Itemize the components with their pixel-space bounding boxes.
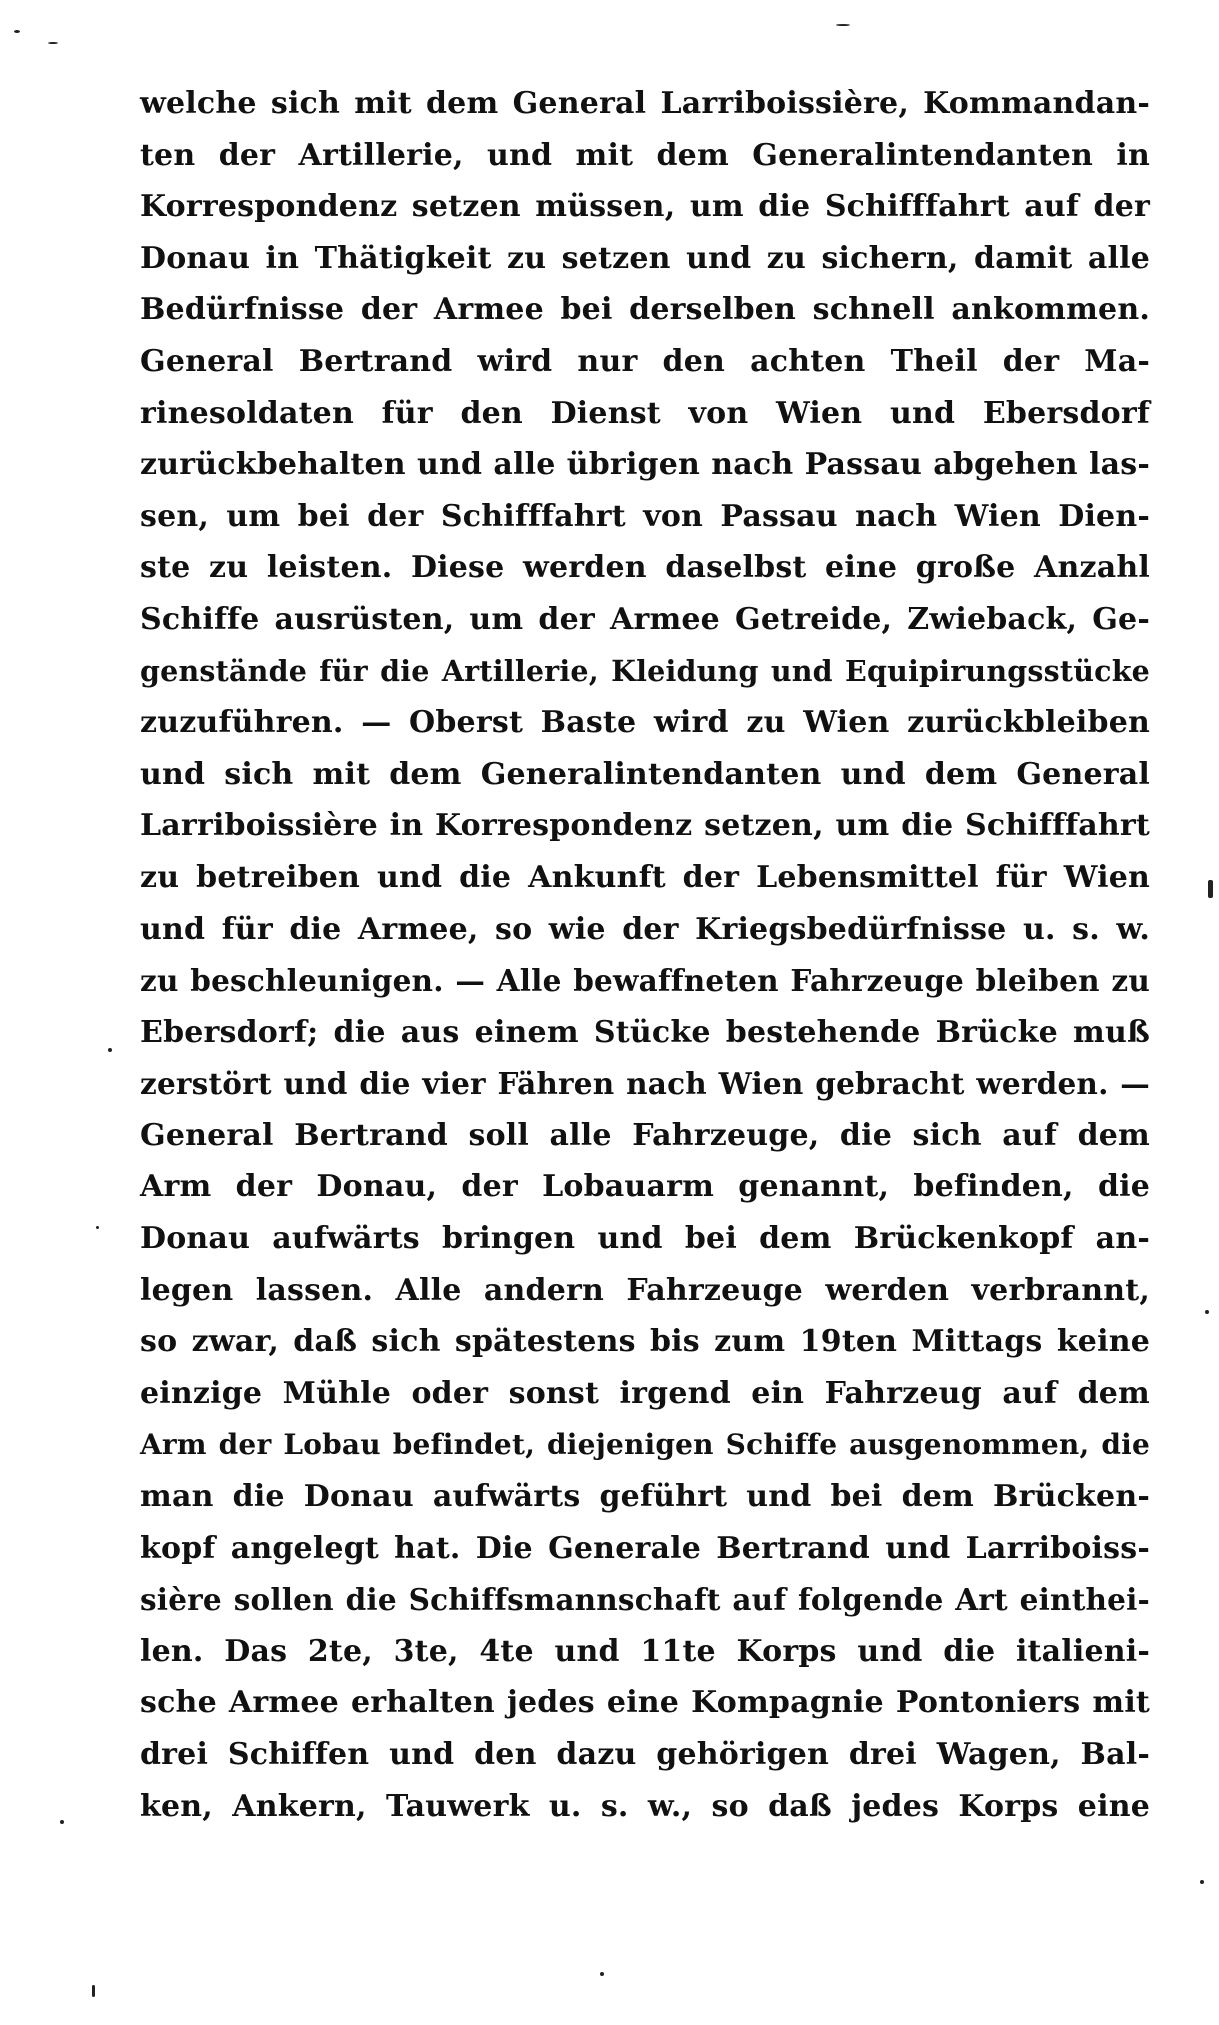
scan-speck (600, 1972, 604, 1976)
scan-speck (1208, 880, 1213, 898)
text-line: zerstört und die vier Fähren nach Wien gebracht werden. — (140, 1066, 1150, 1102)
text-line: und sich mit dem Generalintendanten und dem General (140, 756, 1150, 792)
text-line: Schiffe ausrüsten, um der Armee Getreide, Zwieback, Ge- (140, 601, 1150, 637)
text-line: genstände für die Artillerie, Kleidung und Equipirungsstücke (140, 653, 1150, 688)
text-line: Korrespondenz setzen müssen, um die Schifffahrt auf der (140, 189, 1150, 225)
scan-speck (48, 42, 58, 44)
text-line: kopf angelegt hat. Die Generale Bertrand und Larriboiss- (140, 1530, 1150, 1566)
text-line: ken, Ankern, Tauwerk u. s. w., so daß jedes Korps eine (140, 1788, 1150, 1824)
text-line: Donau in Thätigkeit zu setzen und zu sichern, damit alle (140, 240, 1150, 276)
text-line: und für die Armee, so wie der Kriegsbedürfnisse u. s. w. (140, 911, 1150, 947)
text-line: man die Donau aufwärts geführt und bei dem Brücken- (140, 1479, 1150, 1515)
text-line: General Bertrand wird nur den achten Theil der Ma- (140, 343, 1150, 379)
text-line: so zwar, daß sich spätestens bis zum 19ten Mittags keine (140, 1324, 1150, 1360)
text-line: zuzuführen. — Oberst Baste wird zu Wien zurückbleiben (140, 705, 1150, 741)
text-line: Arm der Donau, der Lobauarm genannt, befinden, die (140, 1169, 1150, 1205)
scan-speck (836, 24, 850, 26)
body-text (140, 78, 1150, 1832)
scan-speck (96, 1226, 99, 1229)
text-line: einzige Mühle oder sonst irgend ein Fahrzeug auf dem (140, 1375, 1150, 1411)
text-line: ste zu leisten. Diese werden daselbst eine große Anzahl (140, 550, 1150, 586)
text-line: General Bertrand soll alle Fahrzeuge, die sich auf dem (140, 1117, 1150, 1153)
text-line: Ebersdorf; die aus einem Stücke bestehende Brücke muß (140, 1014, 1150, 1050)
scan-speck (60, 1820, 64, 1824)
scan-speck (108, 1048, 112, 1052)
text-line: zu beschleunigen. — Alle bewaffneten Fahrzeuge bleiben zu (140, 963, 1150, 999)
text-line: Bedürfnisse der Armee bei derselben schnell ankommen. (140, 292, 1150, 328)
scan-speck (1205, 1310, 1209, 1314)
text-line: legen lassen. Alle andern Fahrzeuge werden verbrannt, (140, 1272, 1150, 1308)
text-line: Donau aufwärts bringen und bei dem Brückenkopf an- (140, 1221, 1150, 1257)
text-line: rinesoldaten für den Dienst von Wien und Ebersdorf (140, 395, 1150, 431)
scan-speck (14, 30, 20, 33)
text-line: drei Schiffen und den dazu gehörigen drei Wagen, Bal- (140, 1737, 1150, 1772)
scan-speck (1200, 1880, 1204, 1884)
scan-speck (92, 1985, 95, 1997)
text-line: sen, um bei der Schifffahrt von Passau nach Wien Dien- (140, 498, 1150, 534)
text-line: sche Armee erhalten jedes eine Kompagnie Pontoniers mit (140, 1685, 1150, 1721)
text-line: welche sich mit dem General Larriboissière, Kommandan- (140, 86, 1150, 121)
text-line: Arm der Lobau befindet, diejenigen Schiffe ausgenommen, die (140, 1428, 1150, 1462)
text-line: ten der Artillerie, und mit dem Generalintendanten in (140, 137, 1150, 173)
text-line: sière sollen die Schiffsmannschaft auf folgende Art einthei- (140, 1582, 1150, 1618)
text-line: Larriboissière in Korrespondenz setzen, um die Schifffahrt (140, 808, 1150, 844)
text-line: len. Das 2te, 3te, 4te und 11te Korps und die italieni- (140, 1633, 1150, 1669)
text-line: zurückbehalten und alle übrigen nach Passau abgehen las- (140, 447, 1150, 483)
text-line: zu betreiben und die Ankunft der Lebensmittel für Wien (140, 859, 1150, 895)
